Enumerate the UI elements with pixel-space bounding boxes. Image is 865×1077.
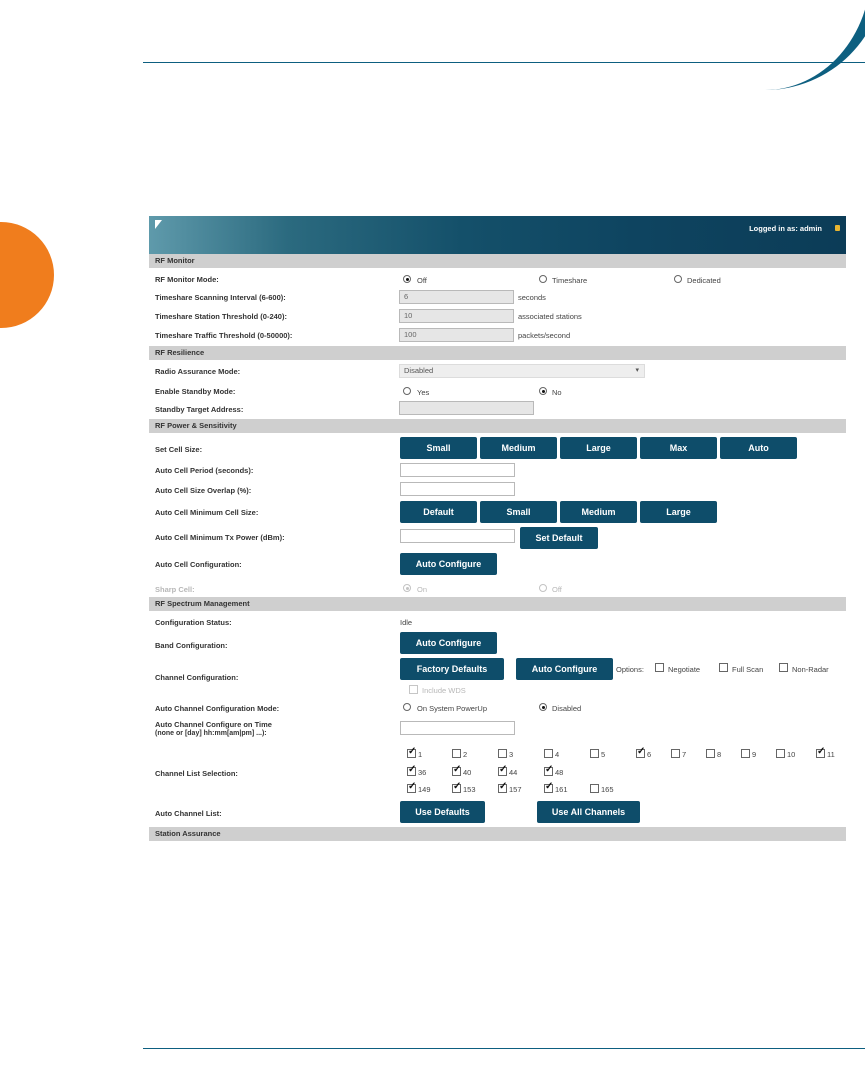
channel-9-label: 9	[752, 750, 757, 759]
section-rf-monitor: RF Monitor	[149, 254, 846, 268]
set-cell-size-label: Set Cell Size:	[155, 445, 203, 454]
channel-48-label: 48	[555, 768, 564, 777]
min-size-medium-button[interactable]: Medium	[560, 501, 637, 523]
sharp-cell-on-label: On	[417, 585, 428, 594]
sharp-cell-off-label: Off	[552, 585, 562, 594]
channel-153-label: 153	[463, 785, 476, 794]
standby-no-radio[interactable]	[539, 387, 547, 395]
config-status-value: Idle	[400, 618, 413, 627]
page-top-rule	[143, 62, 865, 63]
app-header-bar	[149, 216, 846, 254]
traffic-threshold-label: Timeshare Traffic Threshold (0-50000):	[155, 331, 293, 340]
cell-size-medium-button[interactable]: Medium	[480, 437, 557, 459]
channel-list-label: Channel List Selection:	[155, 769, 238, 778]
page-bottom-rule	[143, 1048, 865, 1049]
channel-153-checkbox[interactable]	[452, 784, 461, 793]
channel-149-checkbox[interactable]	[407, 784, 416, 793]
channel-5-label: 5	[601, 750, 606, 759]
config-status-label: Configuration Status:	[155, 618, 232, 627]
rf-monitor-mode-dedicated-label: Dedicated	[687, 276, 721, 285]
channel-40-label: 40	[463, 768, 472, 777]
mouse-cursor-icon	[155, 220, 162, 229]
logged-in-status: Logged in as: admin	[749, 224, 822, 233]
mode-disabled-radio[interactable]	[539, 703, 547, 711]
standby-no-label: No	[552, 388, 562, 397]
sharp-cell-off-radio[interactable]	[539, 584, 547, 592]
mode-system-powerup-label: On System PowerUp	[417, 704, 488, 713]
channel-149-label: 149	[418, 785, 431, 794]
auto-cell-min-tx-input[interactable]	[400, 529, 515, 543]
scan-interval-label: Timeshare Scanning Interval (6-600):	[155, 293, 286, 302]
cell-size-small-button[interactable]: Small	[400, 437, 477, 459]
channel-44-label: 44	[509, 768, 518, 777]
channel-40-checkbox[interactable]	[452, 767, 461, 776]
auto-cell-configure-button[interactable]: Auto Configure	[400, 553, 497, 575]
channel-165-label: 165	[601, 785, 614, 794]
page-corner-arc	[720, 0, 865, 90]
scan-interval-input[interactable]: 6	[399, 290, 514, 304]
auto-channel-mode-label: Auto Channel Configuration Mode:	[155, 704, 280, 713]
mode-system-powerup-radio[interactable]	[403, 703, 411, 711]
chevron-down-icon: ▾	[635, 367, 639, 374]
negotiate-label: Negotiate	[668, 665, 701, 674]
band-auto-configure-button[interactable]: Auto Configure	[400, 632, 497, 654]
channel-3-label: 3	[509, 750, 514, 759]
auto-cell-min-size-label: Auto Cell Minimum Cell Size:	[155, 508, 259, 517]
rf-monitor-mode-timeshare-label: Timeshare	[552, 276, 588, 285]
use-all-channels-button[interactable]: Use All Channels	[537, 801, 640, 823]
auto-cell-overlap-label: Auto Cell Size Overlap (%):	[155, 486, 252, 495]
rf-monitor-mode-off-label: Off	[417, 276, 427, 285]
channel-3-checkbox[interactable]	[498, 749, 507, 758]
negotiate-checkbox[interactable]	[655, 663, 664, 672]
channel-auto-configure-button[interactable]: Auto Configure	[516, 658, 613, 680]
rf-monitor-mode-label: RF Monitor Mode:	[155, 275, 219, 284]
band-config-label: Band Configuration:	[155, 641, 228, 650]
standby-yes-label: Yes	[417, 388, 430, 397]
channel-6-checkbox[interactable]	[636, 749, 645, 758]
auto-cell-period-input[interactable]	[400, 463, 515, 477]
radio-assurance-select[interactable]	[399, 364, 645, 378]
cell-size-auto-button[interactable]: Auto	[720, 437, 797, 459]
auto-channel-list-label: Auto Channel List:	[155, 809, 222, 818]
chapter-tab-marker	[0, 222, 54, 328]
section-rf-resilience: RF Resilience	[149, 346, 846, 360]
channel-7-checkbox[interactable]	[671, 749, 680, 758]
auto-channel-time-input[interactable]	[400, 721, 515, 735]
auto-cell-period-label: Auto Cell Period (seconds):	[155, 466, 254, 475]
channel-1-checkbox[interactable]	[407, 749, 416, 758]
channel-1-label: 1	[418, 750, 423, 759]
traffic-threshold-input[interactable]: 100	[399, 328, 514, 342]
auto-cell-min-tx-label: Auto Cell Minimum Tx Power (dBm):	[155, 533, 285, 542]
non-radar-checkbox[interactable]	[779, 663, 788, 672]
rf-monitor-mode-off-radio[interactable]	[403, 275, 411, 283]
section-station-assurance: Station Assurance	[149, 827, 846, 841]
channel-8-checkbox[interactable]	[706, 749, 715, 758]
section-rf-spectrum: RF Spectrum Management	[149, 597, 846, 611]
rf-settings-screenshot	[149, 216, 846, 843]
channel-157-label: 157	[509, 785, 522, 794]
auto-cell-config-label: Auto Cell Configuration:	[155, 560, 242, 569]
auto-channel-time-label: Auto Channel Configure on Time	[155, 720, 272, 729]
channel-9-checkbox[interactable]	[741, 749, 750, 758]
standby-target-input[interactable]	[399, 401, 534, 415]
channel-8-label: 8	[717, 750, 722, 759]
channel-2-checkbox[interactable]	[452, 749, 461, 758]
channel-36-checkbox[interactable]	[407, 767, 416, 776]
lock-icon[interactable]	[835, 225, 840, 231]
use-defaults-button[interactable]: Use Defaults	[400, 801, 485, 823]
channel-11-checkbox[interactable]	[816, 749, 825, 758]
include-wds-label: Include WDS	[422, 686, 466, 695]
channel-161-label: 161	[555, 785, 568, 794]
channel-10-label: 10	[787, 750, 796, 759]
min-size-default-button[interactable]: Default	[400, 501, 477, 523]
channel-10-checkbox[interactable]	[776, 749, 785, 758]
sharp-cell-on-radio[interactable]	[403, 584, 411, 592]
channel-44-checkbox[interactable]	[498, 767, 507, 776]
channel-4-label: 4	[555, 750, 560, 759]
channel-config-label: Channel Configuration:	[155, 673, 239, 682]
traffic-threshold-unit: packets/second	[518, 331, 571, 340]
channel-11-label: 11	[827, 750, 835, 759]
standby-yes-radio[interactable]	[403, 387, 411, 395]
station-threshold-input[interactable]: 10	[399, 309, 514, 323]
channel-4-checkbox[interactable]	[544, 749, 553, 758]
auto-channel-time-hint: (none or [day] hh:mm[am|pm] ...):	[155, 730, 267, 737]
station-threshold-unit: associated stations	[518, 312, 582, 321]
full-scan-label: Full Scan	[732, 665, 764, 674]
standby-mode-label: Enable Standby Mode:	[155, 387, 236, 396]
channel-2-label: 2	[463, 750, 468, 759]
non-radar-label: Non-Radar	[792, 665, 829, 674]
channel-7-label: 7	[682, 750, 687, 759]
channel-157-checkbox[interactable]	[498, 784, 507, 793]
scan-interval-unit: seconds	[518, 293, 546, 302]
section-rf-power: RF Power & Sensitivity	[149, 419, 846, 433]
channel-5-checkbox[interactable]	[590, 749, 599, 758]
min-size-small-button[interactable]: Small	[480, 501, 557, 523]
sharp-cell-label: Sharp Cell:	[155, 585, 195, 594]
set-default-button[interactable]: Set Default	[520, 527, 598, 549]
radio-assurance-value: Disabled	[404, 366, 434, 375]
channel-36-label: 36	[418, 768, 427, 777]
include-wds-checkbox[interactable]	[409, 685, 418, 694]
channel-48-checkbox[interactable]	[544, 767, 553, 776]
rf-monitor-mode-timeshare-radio[interactable]	[539, 275, 547, 283]
auto-cell-overlap-input[interactable]	[400, 482, 515, 496]
channel-161-checkbox[interactable]	[544, 784, 553, 793]
rf-monitor-mode-dedicated-radio[interactable]	[674, 275, 682, 283]
standby-target-label: Standby Target Address:	[155, 405, 244, 414]
cell-size-max-button[interactable]: Max	[640, 437, 717, 459]
min-size-large-button[interactable]: Large	[640, 501, 717, 523]
options-label: Options:	[616, 665, 644, 674]
factory-defaults-button[interactable]: Factory Defaults	[400, 658, 504, 680]
station-threshold-label: Timeshare Station Threshold (0-240):	[155, 312, 287, 321]
channel-6-label: 6	[647, 750, 652, 759]
channel-165-checkbox[interactable]	[590, 784, 599, 793]
radio-assurance-label: Radio Assurance Mode:	[155, 367, 241, 376]
cell-size-large-button[interactable]: Large	[560, 437, 637, 459]
full-scan-checkbox[interactable]	[719, 663, 728, 672]
mode-disabled-label: Disabled	[552, 704, 582, 713]
